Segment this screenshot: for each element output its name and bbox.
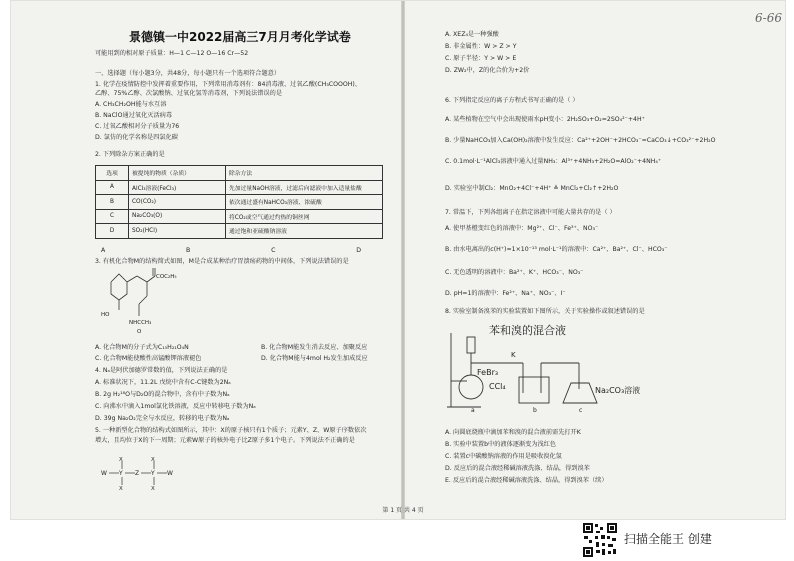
handwritten-note: 6-66 xyxy=(755,11,782,25)
q4-option-a: A. 标准状况下，11.2L 戊烷中含有C-C键数为2Nₐ xyxy=(95,379,231,386)
left-page xyxy=(11,1,403,520)
table-cell: Na₂CO₃(O) xyxy=(129,209,226,224)
q6-stem: 6. 下列指定反应的离子方程式书写正确的是（ ） xyxy=(445,97,579,104)
q8-option-b: B. 实验中装置b中的液体逐渐变为浅红色 xyxy=(445,441,557,448)
q7-option-b: B. 由水电离出的c(H⁺)=1×10⁻¹³ mol·L⁻¹的溶液中：Ca²⁺、Ba²⁺、Cl⁻、HCO₃⁻ xyxy=(445,246,668,253)
q5-option-b: B. 非金属性：W > Z > Y xyxy=(445,43,517,50)
q1-stem-line1: 1. 化学在疫情防控中发挥着重要作用，下列常用消毒剂有：84消毒液、过氧乙酸(CH₃COOOH)、 xyxy=(95,81,361,88)
table-header-cell: 选项 xyxy=(96,166,129,181)
q5-stem-line1: 5. 一种新型化合物的结构式如图所示，其中：X的原子核只有1个质子；元素Y、Z、W原子序数依次 xyxy=(95,427,367,434)
q8-option-a: A. 向圆底烧瓶中滴加苯和溴的混合液前需先打开K xyxy=(445,429,581,436)
solvent-label: CCl₄ xyxy=(489,382,506,391)
carbonyl-label: O xyxy=(137,329,142,335)
scanned-exam-sheet xyxy=(10,0,786,520)
q6-option-d: D. 实验室中制Cl₂：MnO₂+4Cl⁻+4H⁺ ≜ MnCl₂+Cl₂↑+2H₂O xyxy=(445,185,619,192)
q7-option-d: D. pH=1的溶液中：Fe²⁺、Na⁺、NO₃⁻、I⁻ xyxy=(445,290,566,297)
table-cell: C xyxy=(96,209,129,224)
catalyst-label: FeBr₃ xyxy=(477,368,499,377)
table-cell: 将CO₂或空气通过灼热的铜丝网 xyxy=(226,209,383,224)
table-cell: SO₂(HCl) xyxy=(129,224,226,239)
table-header-row xyxy=(96,166,383,181)
q7-stem: 7. 常温下，下列各组离子在指定溶液中可能大量共存的是（ ） xyxy=(445,209,616,216)
flask-label: a xyxy=(471,407,475,413)
beaker-label: c xyxy=(579,407,583,413)
q8-stem: 8. 实验室制备溴苯的实验装置如下图所示，关于实验操作或叙述错误的是 xyxy=(445,308,645,315)
q3-stem: 3. 有机化合物M的结构简式如图，M是合成某种治疗胃溃疡药物的中间体，下列说法错误的是 xyxy=(95,258,349,265)
atom-z: Z xyxy=(135,470,140,477)
q5-compound-structure xyxy=(95,456,185,491)
q5-option-a: A. XEZ₄是一种强酸 xyxy=(445,31,499,38)
q3-molecule-structure xyxy=(99,264,179,336)
table-cell: B xyxy=(96,195,129,210)
q1-option-a: A. CH₃CH₂OH能与水互溶 xyxy=(95,101,167,108)
q2-answer-row xyxy=(101,247,361,254)
atom-x: X xyxy=(119,457,123,463)
q1-option-c: C. 过氧乙酸相对分子质量为76 xyxy=(95,123,180,130)
table-cell: D xyxy=(96,224,129,239)
atom-y: Y xyxy=(119,470,123,477)
atom-y: Y xyxy=(151,470,155,477)
table-cell: A xyxy=(96,180,129,195)
q6-option-a: A. 某些植物在空气中会出现使雨水pH变小：2H₂SO₃+O₂=2SO₄²⁻+4H⁺ xyxy=(445,116,645,123)
q8-option-c: C. 装置c中碳酸钠溶液的作用是吸收溴化氢 xyxy=(445,453,562,460)
q3-option-b: B. 化合物M能发生消去反应、加聚反应 xyxy=(261,344,368,351)
page-number: 第 1 页 共 4 页 xyxy=(382,507,424,514)
table-row xyxy=(96,195,383,210)
table-cell: 依次通过盛有NaHCO₃溶液、浓硫酸 xyxy=(226,195,383,210)
atom-x: X xyxy=(151,457,155,463)
atom-w: W xyxy=(167,470,173,477)
q5-stem-line2: 增大，且均位于X的下一周期；元素W原子的核外电子比Z原子多1个电子。下列说法不正确的是 xyxy=(95,437,355,444)
atom-x: X xyxy=(151,486,155,491)
mixture-label: 苯和溴的混合液 xyxy=(489,324,566,337)
answer-choice: A xyxy=(101,247,106,254)
q8-apparatus-diagram xyxy=(445,323,645,413)
q7-option-a: A. 使甲基橙变红色的溶液中：Mg²⁺、Cl⁻、Fe³⁺、NO₃⁻ xyxy=(445,225,599,232)
q5-option-d: D. ZW₂中，Z的化合价为+2价 xyxy=(445,67,530,74)
atomic-masses: 可能用到的相对原子质量：H—1 C—12 O—16 Cr—52 xyxy=(95,50,249,57)
q6-option-b: B. 少量NaHCO₃加入Ca(OH)₂溶液中发生反应：Ca²⁺+2OH⁻+2HCO₃⁻=CaCO₃↓+CO₃²⁻+2H₂O xyxy=(445,137,716,144)
q8-option-d: D. 反应后的混合液经稀碱溶液洗涤、结晶，得到溴苯 xyxy=(445,465,590,472)
table-cell: CO(CO₂) xyxy=(129,195,226,210)
q2-stem: 2. 下列除杂方案正确的是 xyxy=(95,151,165,158)
answer-choice: B xyxy=(186,247,191,254)
table-cell: 先加过量NaOH溶液，过滤后向滤液中加入适量盐酸 xyxy=(226,180,383,195)
q4-stem: 4. Nₐ是阿伏加德罗常数的值，下列说法正确的是 xyxy=(95,367,228,374)
table-cell: 通过饱和亚硫酸钠溶液 xyxy=(226,224,383,239)
q1-option-b: B. NaClO通过氧化灭活病毒 xyxy=(95,112,173,119)
atom-w: W xyxy=(101,470,107,477)
atom-x: X xyxy=(119,486,123,491)
right-page xyxy=(405,1,785,520)
table-header-cell: 除杂方法 xyxy=(226,166,383,181)
q6-option-c: C. 0.1mol·L⁻¹AlCl₃溶液中通入过量NH₃：Al³⁺+4NH₃+2H₂O=AlO₂⁻+4NH₄⁺ xyxy=(445,158,662,165)
table-header-cell: 被提纯的物质（杂质） xyxy=(129,166,226,181)
q3-option-c: C. 化合物M能使酸性高锰酸钾溶液褪色 xyxy=(95,355,202,362)
q2-table xyxy=(95,165,383,239)
q4-option-b: B. 2g H₂¹⁸O与D₂O的混合物中，含有中子数为Nₐ xyxy=(95,391,230,398)
table-row xyxy=(96,209,383,224)
valve-label: K xyxy=(511,351,516,359)
q8-option-e: E. 反应后的混合液经稀碱溶液洗涤、结晶，得到溴苯（续） xyxy=(445,477,608,484)
q5-option-c: C. 原子半径：Y > W > E xyxy=(445,55,517,62)
scanner-brand: 扫描全能王 创建 xyxy=(624,532,712,546)
answer-choice: C xyxy=(271,247,276,254)
q4-option-c: C. 向沸水中滴入1mol氯化铁溶液，反应中转移电子数为Nₐ xyxy=(95,403,256,410)
q1-option-d: D. 氯仿的化学名称是四氯化碳 xyxy=(95,134,178,141)
qr-code-icon xyxy=(582,522,618,558)
ester-label: COC₂H₅ xyxy=(156,274,177,280)
q7-option-c: C. 无色透明的溶液中：Ba²⁺、K⁺、HCO₃⁻、NO₃⁻ xyxy=(445,269,584,276)
table-cell: AlCl₃溶液(FeCl₃) xyxy=(129,180,226,195)
section-heading: 一、选择题（每小题3分，共48分，每小题只有一个选项符合题意） xyxy=(95,70,281,77)
exam-title: 景德镇一中2022届高三7月月考化学试卷 xyxy=(129,30,351,44)
table-row xyxy=(96,224,383,239)
amide-label: NHCCH₃ xyxy=(129,320,152,326)
hydroxyl-label: HO xyxy=(101,312,110,318)
q3-option-d: D. 化合物M能与4mol H₂发生加成反应 xyxy=(261,355,368,362)
q3-option-a: A. 化合物M的分子式为C₁₅H₂₁O₄N xyxy=(95,344,189,351)
solution-label: Na₂CO₃溶液 xyxy=(595,386,641,395)
table-row xyxy=(96,180,383,195)
bottle-label: b xyxy=(533,407,537,413)
q1-stem-line2: 乙醇、75%乙醇、次氯酸钠、过氧化氢等消毒剂，下列说法错误的是 xyxy=(95,90,283,97)
answer-choice: D xyxy=(356,247,361,254)
q4-option-d: D. 39g Na₂O₂完全与水反应，转移的电子数为Nₐ xyxy=(95,415,230,422)
